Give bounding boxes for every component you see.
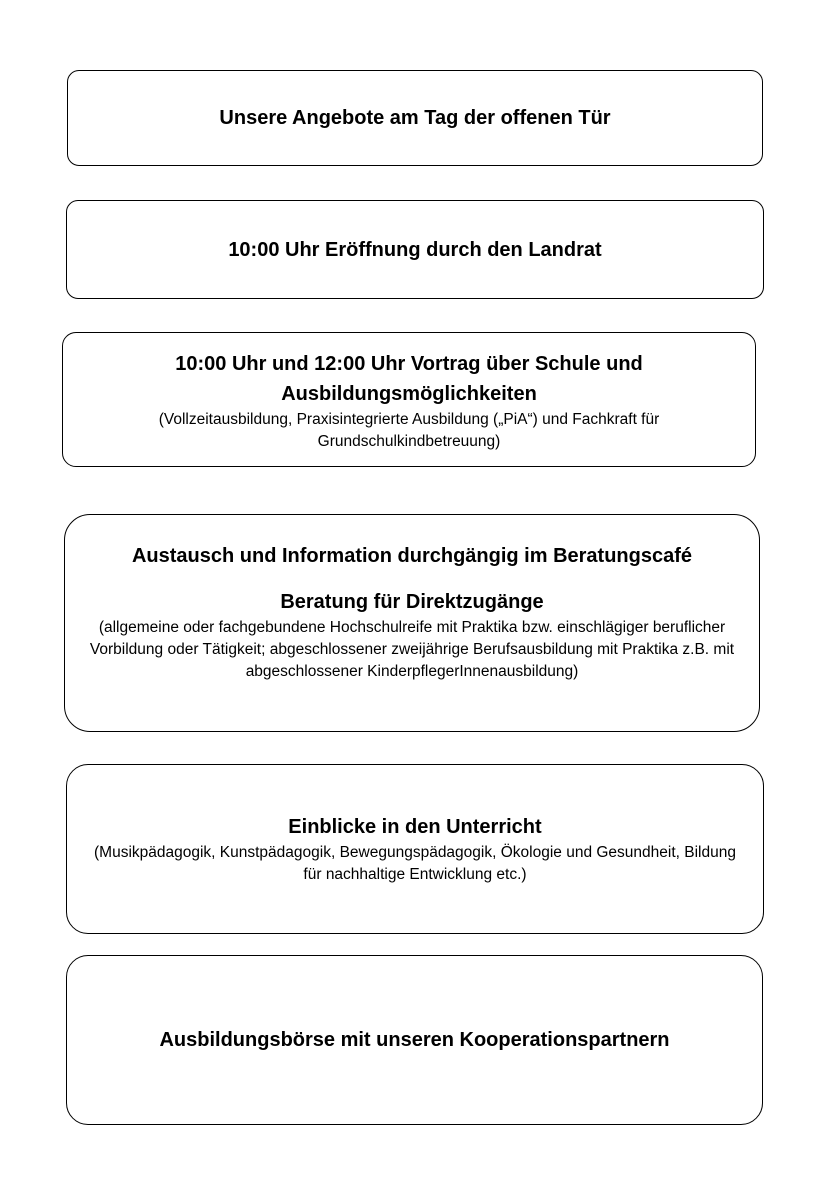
opening-heading: 10:00 Uhr Eröffnung durch den Landrat [228,238,602,261]
fair-box [66,955,763,1125]
lessons-heading: Einblicke in den Unterricht [288,816,542,838]
lessons-detail: (Musikpädagogik, Kunstpädagogik, Bewegungspädagogik, Ökologie und Gesundheit, Bildung für nachhaltige Entwicklung etc.) [94,844,736,883]
lecture-heading: 10:00 Uhr und 12:00 Uhr Vortrag über Schule und Ausbildungsmöglichkeiten [175,352,643,405]
consulting-detail: (allgemeine oder fachgebundene Hochschulreife mit Praktika bzw. einschlägiger beruflicher Vorbildung oder Tätigkeit; abgeschlossener zweijährige Berufsausbildung mit Praktika z.B. mit abgeschlossener KinderpflegerInnenausbildung) [89,619,735,680]
lecture-box [62,332,756,467]
lessons-box [66,764,764,934]
consulting-subheading: Beratung für Direktzugänge [280,591,544,613]
title-box [67,70,763,166]
opening-box [66,200,764,299]
consulting-box [64,514,760,732]
fair-heading: Ausbildungsbörse mit unseren Kooperationspartnern [159,1029,670,1051]
lecture-detail: (Vollzeitausbildung, Praxisintegrierte Ausbildung („PiA“) und Fachkraft für Grundschulkindbetreuung) [158,410,660,450]
page-title: Unsere Angebote am Tag der offenen Tür [219,107,611,129]
consulting-heading: Austausch und Information durchgängig im Beratungscafé [131,545,693,567]
